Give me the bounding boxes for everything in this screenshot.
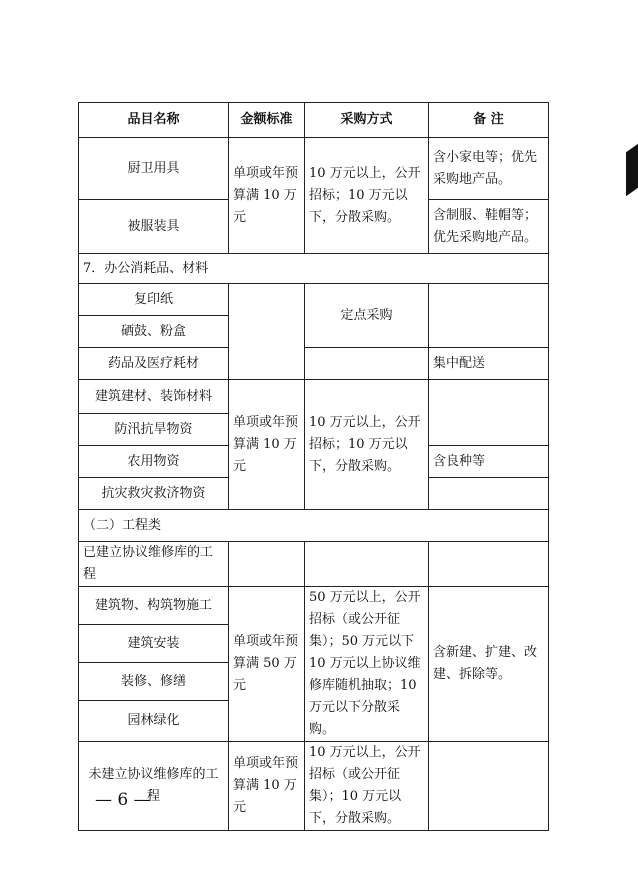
item-cell: 建筑物、构筑物施工 xyxy=(79,587,229,625)
section-row xyxy=(79,510,549,542)
method-cell: 50 万元以上，公开招标（或公开征集）；50 万元以下 10 万元以上协议维修库随机抽取；10 万元以下分散采购。 xyxy=(305,587,429,742)
note-cell: 含新建、扩建、改建、拆除等。 xyxy=(429,587,549,742)
table-row xyxy=(79,348,549,380)
note-cell: 集中配送 xyxy=(429,348,549,380)
item-cell: 建筑安装 xyxy=(79,625,229,663)
item-cell: 复印纸 xyxy=(79,284,229,316)
item-cell: 被服装具 xyxy=(79,200,229,254)
empty-cell xyxy=(229,542,305,587)
table-row xyxy=(79,284,549,316)
item-cell: 防汛抗旱物资 xyxy=(79,414,229,446)
method-cell: 10 万元以上，公开招标；10 万元以下，分散采购。 xyxy=(305,380,429,510)
method-cell-empty xyxy=(305,348,429,380)
empty-cell xyxy=(305,542,429,587)
subsection-with-library: 已建立协议维修库的工程 xyxy=(79,542,229,587)
note-cell-empty xyxy=(429,284,549,348)
header-procurement-method: 采购方式 xyxy=(305,103,429,138)
header-item-name: 品目名称 xyxy=(79,103,229,138)
method-cell: 10 万元以上，公开招标（或公开征集）；10 万元以下，分散采购。 xyxy=(305,742,429,831)
section-title-engineering: （二）工程类 xyxy=(79,510,549,542)
table-row xyxy=(79,587,549,625)
header-amount-standard: 金额标准 xyxy=(229,103,305,138)
header-remarks: 备 注 xyxy=(429,103,549,138)
item-cell: 抗灾救灾救济物资 xyxy=(79,478,229,510)
procurement-table xyxy=(78,102,549,831)
note-cell-empty xyxy=(429,478,549,510)
amount-cell-empty xyxy=(229,284,305,380)
empty-cell xyxy=(429,542,549,587)
note-cell: 含良种等 xyxy=(429,446,549,478)
item-cell: 厨卫用具 xyxy=(79,138,229,200)
table-row xyxy=(79,380,549,414)
item-cell: 建筑建材、装饰材料 xyxy=(79,380,229,414)
section-title-office: 7．办公消耗品、材料 xyxy=(79,254,549,284)
method-cell: 定点采购 xyxy=(305,284,429,348)
note-cell: 含制服、鞋帽等；优先采购地产品。 xyxy=(429,200,549,254)
table-header-row xyxy=(79,103,549,138)
item-cell: 硒鼓、粉盒 xyxy=(79,316,229,348)
page-number: — 6 — xyxy=(95,790,151,810)
item-cell: 装修、修缮 xyxy=(79,663,229,701)
method-cell: 10 万元以上，公开招标；10 万元以下，分散采购。 xyxy=(305,138,429,254)
item-cell: 未建立协议维修库的工程 xyxy=(79,742,229,831)
item-cell: 园林绿化 xyxy=(79,701,229,742)
note-cell-empty xyxy=(429,380,549,446)
page-edge-mark xyxy=(626,144,638,196)
note-cell xyxy=(429,742,549,831)
amount-cell: 单项或年预算满 10 万元 xyxy=(229,138,305,254)
table-row xyxy=(79,742,549,831)
amount-cell: 单项或年预算满 10 万元 xyxy=(229,742,305,831)
amount-cell: 单项或年预算满 10 万元 xyxy=(229,380,305,510)
section-row xyxy=(79,542,549,587)
section-row xyxy=(79,254,549,284)
item-cell: 药品及医疗耗材 xyxy=(79,348,229,380)
amount-cell: 单项或年预算满 50 万元 xyxy=(229,587,305,742)
item-cell: 农用物资 xyxy=(79,446,229,478)
note-cell: 含小家电等；优先采购地产品。 xyxy=(429,138,549,200)
table-row xyxy=(79,138,549,200)
